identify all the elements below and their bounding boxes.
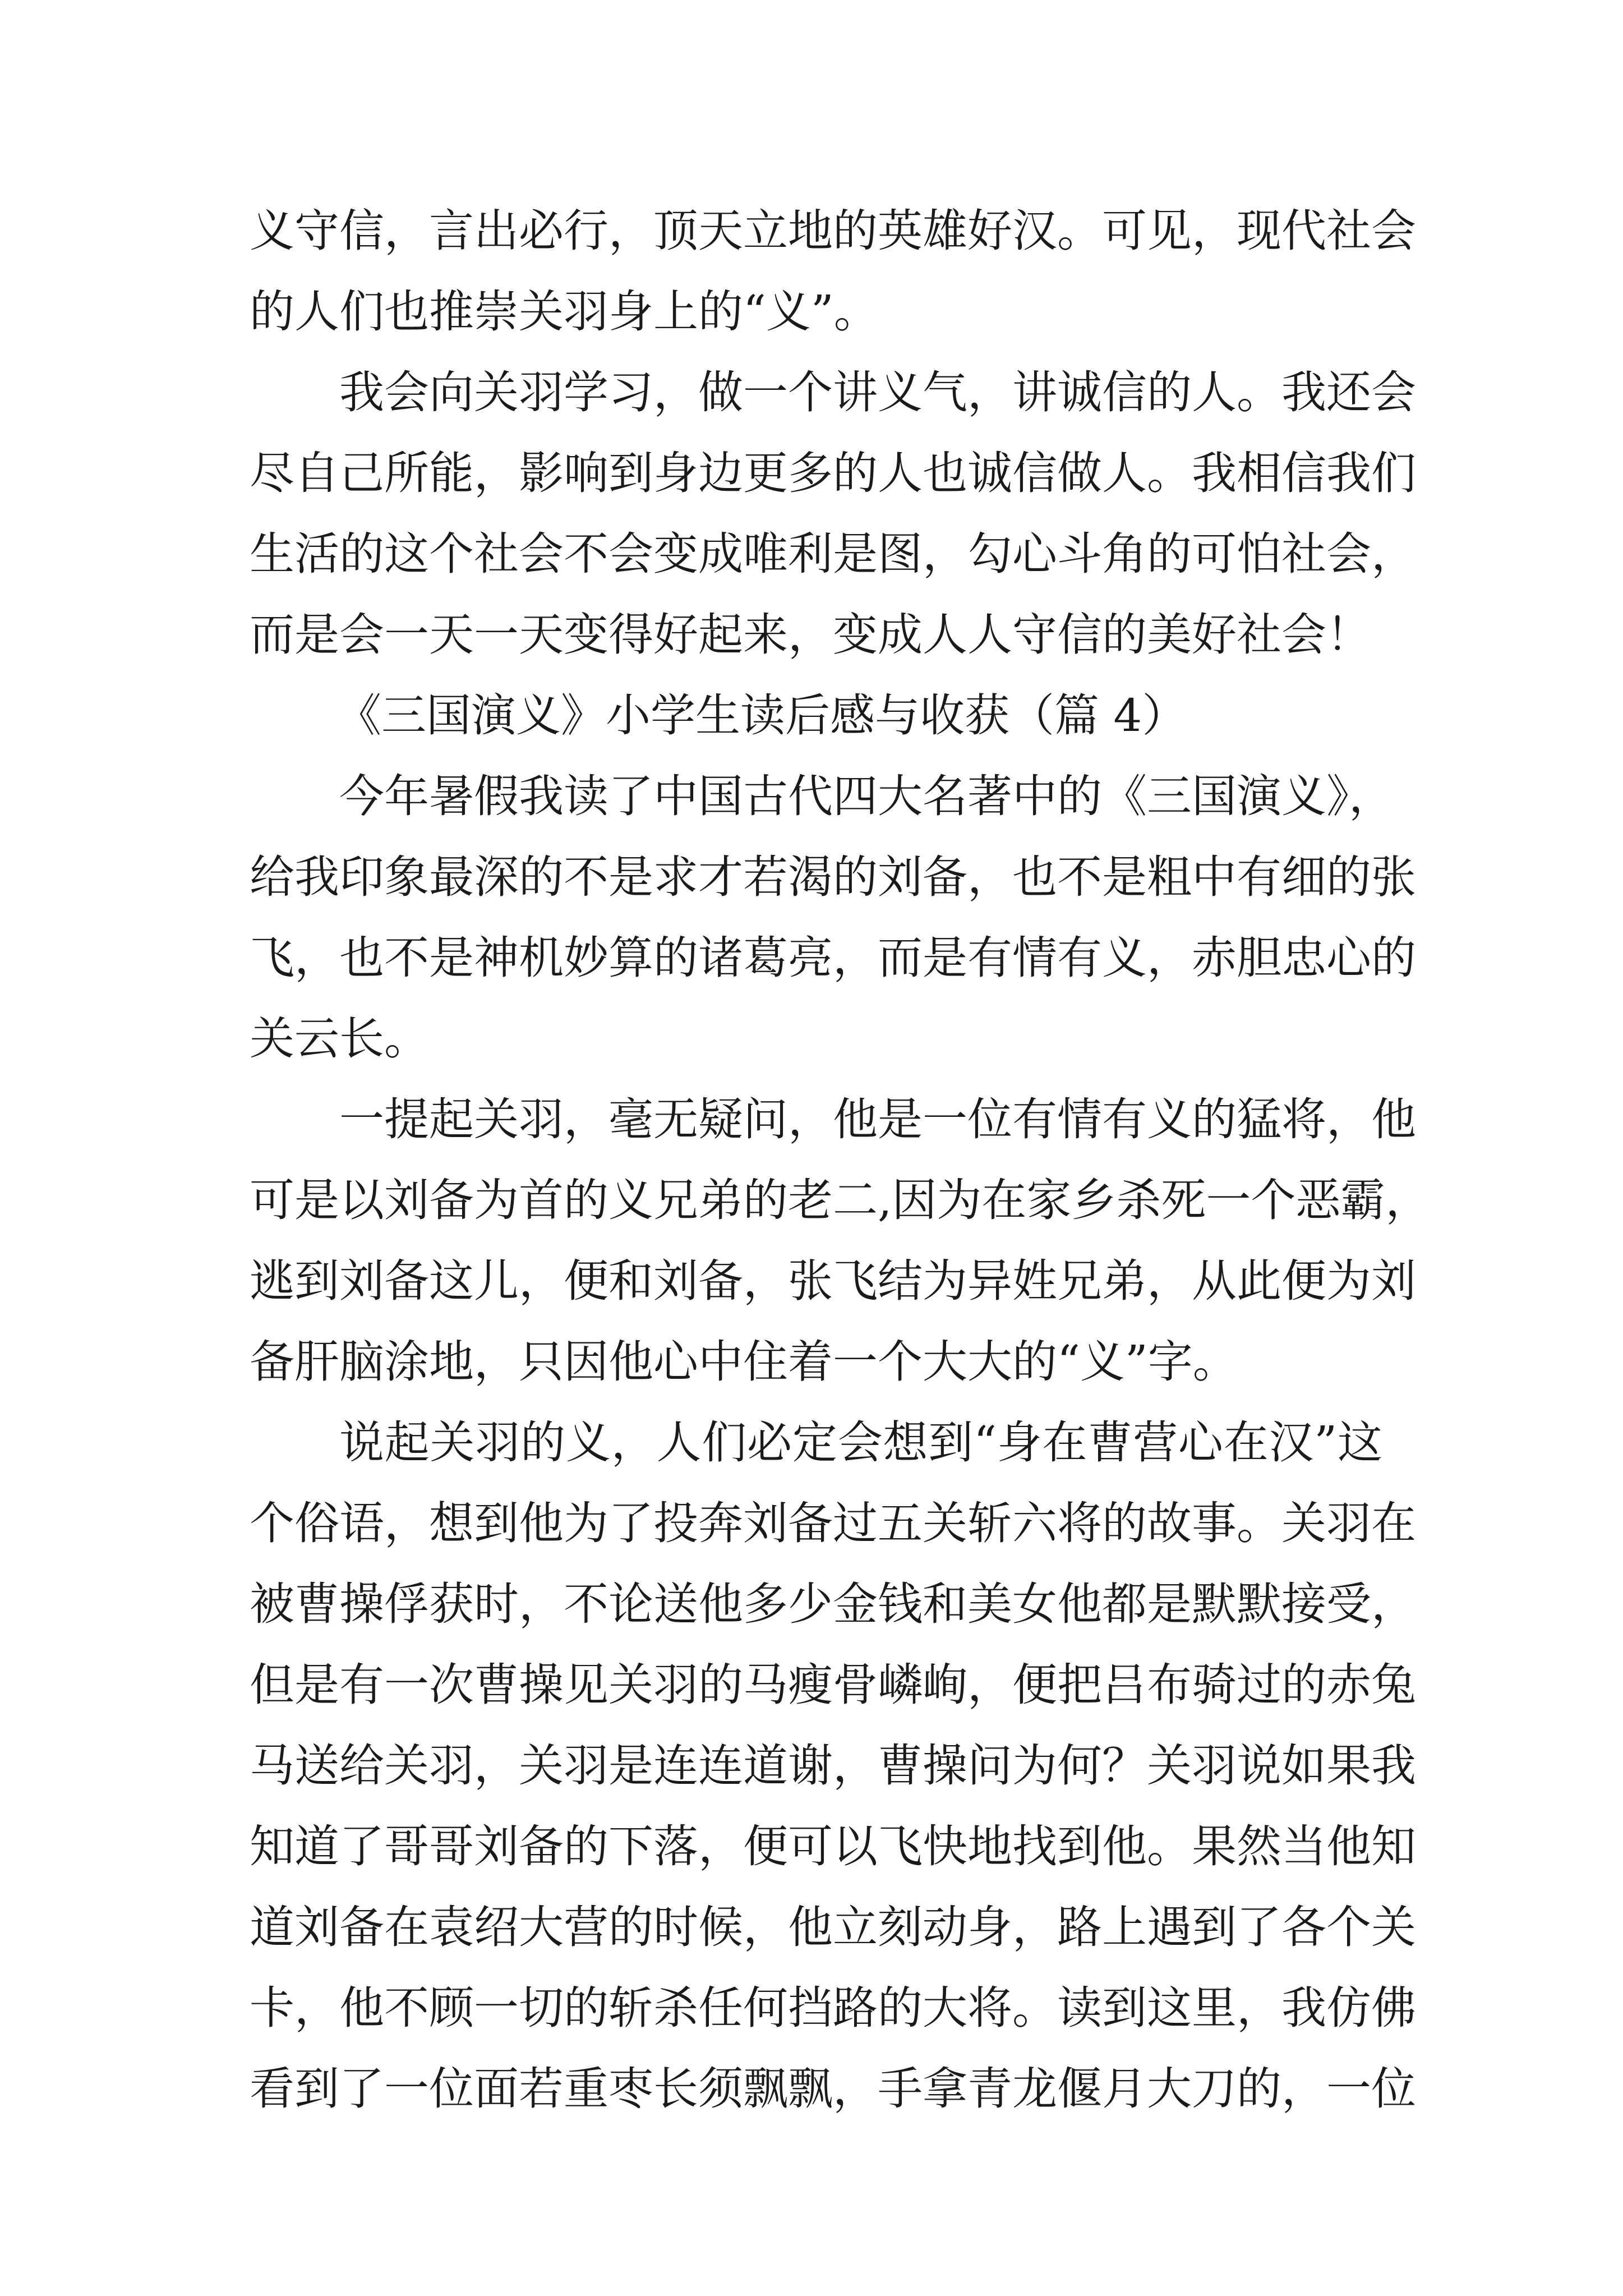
text-line: 个俗语，想到他为了投奔刘备过五关斩六将的故事。关羽在 (250, 1497, 1416, 1549)
text-line: 关云长。 (250, 1013, 429, 1065)
paragraph-first-line: 说起关羽的义，人们必定会想到“身在曹营心在汉”这 (339, 1416, 1382, 1469)
text-line: 但是有一次曹操见关羽的马瘦骨嶙峋，便把吕布骑过的赤兔 (250, 1659, 1416, 1711)
text-line: 道刘备在袁绍大营的时候，他立刻动身，路上遇到了各个关 (250, 1901, 1416, 1953)
text-line: 给我印象最深的不是求才若渴的刘备，也不是粗中有细的张 (250, 851, 1416, 903)
text-line: 看到了一位面若重枣长须飘飘，手拿青龙偃月大刀的，一位 (250, 2063, 1416, 2115)
text-line: 而是会一天一天变得好起来，变成人人守信的美好社会！ (250, 609, 1371, 661)
paragraph-first-line: 一提起关羽，毫无疑问，他是一位有情有义的猛将，他 (339, 1093, 1416, 1145)
text-line: 备肝脑涂地，只因他心中住着一个大大的“义”字。 (250, 1336, 1238, 1388)
text-line: 尽自己所能，影响到身边更多的人也诚信做人。我相信我们 (250, 447, 1416, 499)
paragraph-first-line: 我会向关羽学习，做一个讲义气，讲诚信的人。我还会 (339, 366, 1416, 418)
paragraph-first-line: 今年暑假我读了中国古代四大名著中的《三国演义》， (339, 770, 1394, 822)
text-line: 可是以刘备为首的义兄弟的老二,因为在家乡杀死一个恶霸， (250, 1174, 1431, 1226)
section-heading: 《三国演义》小学生读后感与收获（篇 4） (336, 689, 1187, 742)
document-page (250, 191, 1431, 2129)
text-line: 逃到刘备这儿，便和刘备，张飞结为异姓兄弟，从此便为刘 (250, 1255, 1416, 1307)
text-line: 被曹操俘获时，不论送他多少金钱和美女他都是默默接受， (250, 1578, 1416, 1630)
text-line: 的人们也推崇关羽身上的“义”。 (250, 286, 879, 338)
text-line: 知道了哥哥刘备的下落，便可以飞快地找到他。果然当他知 (250, 1820, 1416, 1872)
text-line: 飞，也不是神机妙算的诸葛亮，而是有情有义，赤胆忠心的 (250, 932, 1416, 984)
text-line: 生活的这个社会不会变成唯利是图，勾心斗角的可怕社会， (250, 528, 1416, 580)
text-line: 马送给关羽，关羽是连连道谢，曹操问为何？关羽说如果我 (250, 1740, 1416, 1792)
text-line: 义守信，言出必行，顶天立地的英雄好汉。可见，现代社会 (250, 205, 1416, 257)
text-line: 卡，他不顾一切的斩杀任何挡路的大将。读到这里，我仿佛 (250, 1982, 1416, 2034)
